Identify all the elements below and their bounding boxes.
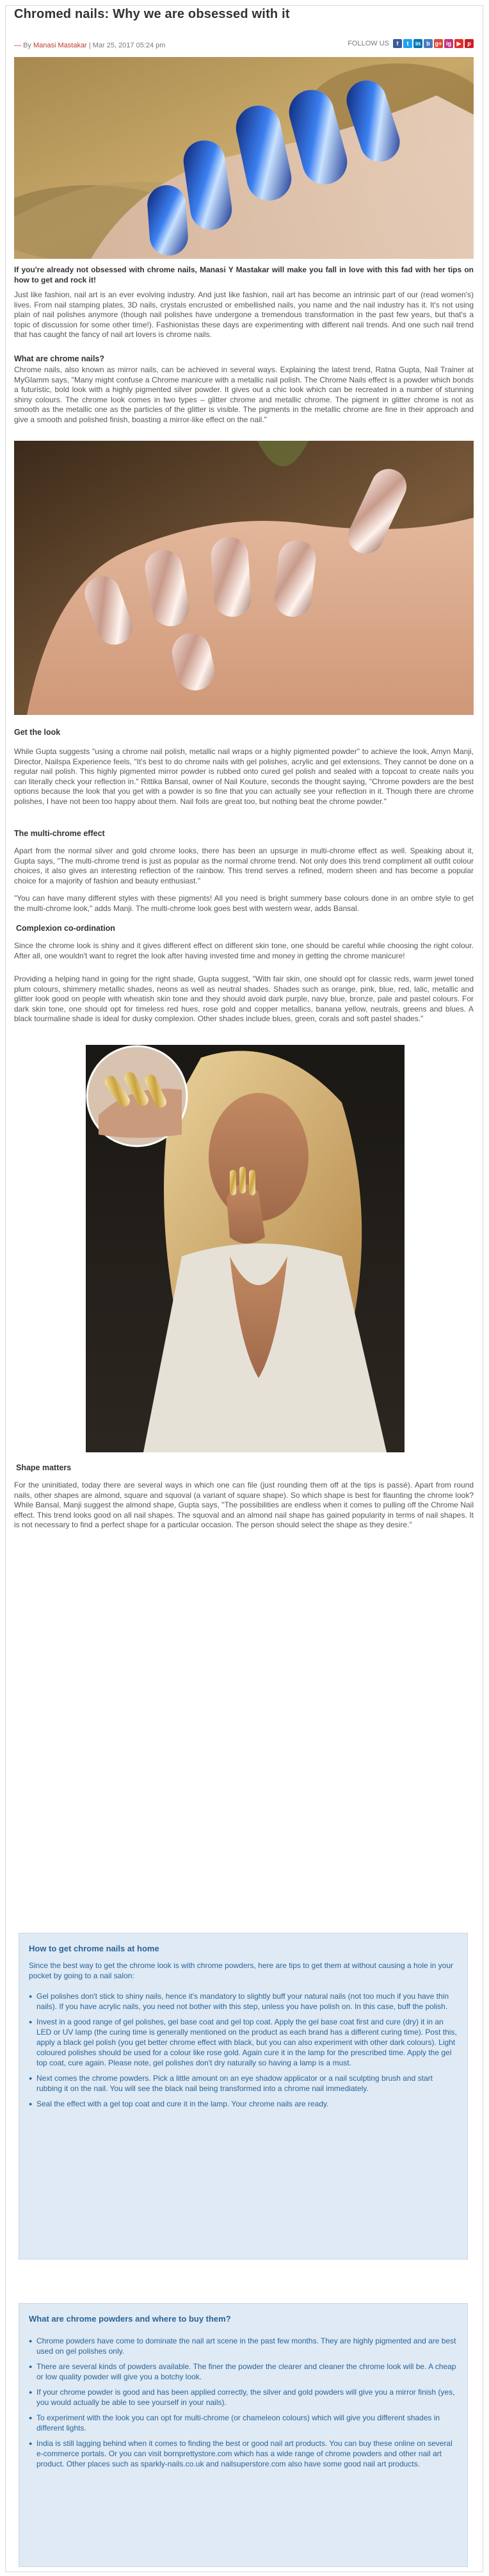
list-item: ● To experiment with the look you can opt for multi-chrome (or chameleon colours) which will give you different shades in different lights. xyxy=(29,2413,459,2433)
lead-paragraph: If you're already not obsessed with chrome nails, Manasi Y Mastakar will make you fall in love with this fad with her tips on how to get and rock it! xyxy=(14,265,474,284)
list-item: ● Seal the effect with a gel top coat and cure it in the lamp. Your chrome nails are ready. xyxy=(29,2099,459,2109)
follow-us xyxy=(348,39,474,48)
howto-intro: Since the best way to get the chrome look is with chrome powders, here are tips to get them at without causing a hole in your pocket by going to a nail salon: xyxy=(29,1961,454,1980)
linkedin-icon[interactable]: in xyxy=(413,39,422,48)
buy-heading: What are chrome powders and where to buy them? xyxy=(29,2314,231,2324)
twitter-icon[interactable]: t xyxy=(403,39,412,48)
article-title: Chromed nails: Why we are obsessed with it xyxy=(14,7,290,21)
social-icons xyxy=(393,39,474,48)
get-paragraph: While Gupta suggests "using a chrome nail polish, metallic nail wraps or a highly pigmented powder" to achieve the look, Amyn Manji, Director, Nailspa Experience feels, "It's best to do chrome nails with gel polishes, acrylic and gel extensions. They cannot be done on a regular nail polish. This highly pigmented mirror powder is rubbed onto cured gel polish and sealed with a topcoat to create nails you can literally check your reflection in." Rittika Bansal, owner of Nail Kouture, seconds the thought saying, "Chrome powders are the best options because the look that you get with a powder is so fine that you can actually see your reflection in it. Though there are chrome polishes, I have not been too happy about them. Nail foils are great too, but nothing beat the chrome powder." xyxy=(14,747,474,806)
heading-multi-chrome-effect: The multi-chrome effect xyxy=(14,829,105,838)
complexion-paragraph-1: Since the chrome look is shiny and it gives different effect on different skin tone, one should be careful while choosing the right colour. After all, one wouldn't want to regret the look after having invested time and money in getting the chrome manicure! xyxy=(14,941,474,960)
heading-shape-matters: Shape matters xyxy=(16,1463,72,1472)
buy-list xyxy=(29,2336,459,2474)
googleplus-icon[interactable]: g+ xyxy=(435,40,442,47)
follow-label: FOLLOW US xyxy=(348,40,389,47)
heading-get-the-look: Get the look xyxy=(14,728,61,737)
howto-list xyxy=(29,1991,459,2114)
instagram-icon[interactable]: ig xyxy=(444,39,453,48)
heading-what-are-chrome-nails: What are chrome nails? xyxy=(14,354,105,363)
what-paragraph: Chrome nails, also known as mirror nails, can be achieved in several ways. Explaining the latest trend, Ratna Gupta, Nail Trainer at MyGlamm says, "Many might confuse a Chrome manicure with a metallic nail polish. The Chrome Nails effect is a powder which bonds a futuristic, bold look with a highly pigmented silver powder. It gives out a chic look which can be recreated in a number of stunning shiny colours. The chrome look comes in two types – glitter chrome and metallic chrome. The pigment in glitter chrome is not as smooth as the metallic one as the particles of the glitter is visible. The pigments in the metallic chrome are fine in their approach and give a smooth and polished finish, boasting a mirror-like effect on the nail." xyxy=(14,365,474,424)
pinterest-icon[interactable]: p xyxy=(465,39,474,48)
arrow-icon: — xyxy=(14,42,24,49)
shape-paragraph: For the uninitiated, today there are several ways in which one can file (just rounding them off at the tips is passé). Apart from round nails, other shapes are almond, square and squoval (a variant of square shape). So which shape is best for flaunting the chrome look? While Bansal, Manji suggest the almond shape, Gupta says, "The possibilities are endless when it comes to pulling off the Chrome Nail effect. This trend looks good on all nail shapes. The squoval and an almond nail shape has gained popularity in terms of nail shapes. It is not necessary to find a perfect shape for a particular occasion. The person should select the shape as they desire." xyxy=(14,1481,474,1529)
byline-separator: | xyxy=(88,42,91,49)
article-container xyxy=(5,5,483,2572)
intro-paragraph: Just like fashion, nail art is an ever evolving industry. And just like fashion, nail art has become an intrinsic part of our (read women's) lives. From nail stamping plates, 3D nails, crystals encrusted or embellished nails, you name and the nail industry has it. It's not using plain of nail polishes anymore (though nail polishes have undergone a tremendous transformation in the past few years, but that's a topic of discussion for some other time!). Fashionistas these days are experimenting with different nail trends. And one such nail trend that has caught the fancy of nail art lovers is chrome nails. xyxy=(14,290,474,339)
blogger-icon[interactable]: b xyxy=(424,39,433,48)
list-item: ● Invest in a good range of gel polishes, gel base coat and gel top coat. Apply the gel base coat first and cure (dry) it in an LED or UV lamp (the curing time is generally mentioned on the product as each brand has a different curing time). Post this, apply a black gel polish (you get better chrome effect with black, but you can also experiment with other dark colours). Light coloured polishes should be used for a colour like rose gold. Again cure it in the lamp for the prescribed time. Apply the gel top coat, cure again. Please note, gel polishes don't dry naturally so having a lamp is a must. xyxy=(29,2017,459,2068)
multi-paragraph-2: "You can have many different styles with these pigments! All you need is bright summery base colours done in an ombre style to get the multi-chrome look," adds Manji. The multi-chrome look goes best with western wear, adds Bansal. xyxy=(14,894,474,913)
hero-image-blue-chrome-nails xyxy=(14,57,474,259)
image-rose-gold-chrome-nails xyxy=(14,441,474,715)
list-item: ● Gel polishes don't stick to shiny nails, hence it's mandatory to slightly buff your natural nails (not too much if you have thin nails). If you have acrylic nails, you need not bother with this step, unless you have polish on. In this case, buff the polish. xyxy=(29,1991,459,2012)
howto-box xyxy=(19,1933,468,2260)
youtube-icon[interactable]: ▶ xyxy=(454,39,463,48)
list-item: ● Next comes the chrome powders. Pick a little amount on an eye shadow applicator or a nail sculpting brush and start rubbing it on the nail. You will see the black nail being transformed into a chrome nail immediately. xyxy=(29,2073,459,2094)
publish-date: Mar 25, 2017 05:24 pm xyxy=(92,42,166,49)
list-item: ● India is still lagging behind when it comes to finding the best or good nail art products. You can buy these online on several e-commerce portals. Or you can visit bornprettystore.com which has a wide range of chrome powders and other nail art product. Other places such as sparkly-nails.co.uk and nailsuperstore.com also have some good nail art products. xyxy=(29,2438,459,2469)
multi-paragraph-1: Apart from the normal silver and gold chrome looks, there has been an upsurge in multi-chrome effect as well. Speaking about it, Gupta says, "The multi-chrome trend is just as popular as the normal chrome trend. Not only does this trend compliment all outfit colour choices, it also gives an interesting reflection of the rainbow. This trend serves a refined, modern sheen and has become a popular choice for a majority of fashion and beauty enthusiast." xyxy=(14,846,474,885)
list-item: ● If your chrome powder is good and has been applied correctly, the silver and gold powders will give you a mirror finish (yes, you would actually be able to see yourself in your nails). xyxy=(29,2387,459,2408)
heading-complexion-coordination: Complexion co-ordination xyxy=(16,924,115,933)
author-link[interactable]: Manasi Mastakar xyxy=(33,42,87,49)
list-item: ● Chrome powders have come to dominate the nail art scene in the past few months. They are highly pigmented and are best used on gel polishes only. xyxy=(29,2336,459,2356)
buy-box xyxy=(19,2303,468,2567)
howto-heading: How to get chrome nails at home xyxy=(29,1944,159,1953)
list-item: ● There are several kinds of powders available. The finer the powder the clearer and cleaner the chrome look will be. A cheap or low quality powder will give you a botchy look. xyxy=(29,2361,459,2382)
image-celebrity-chrome-nails xyxy=(86,1045,405,1452)
complexion-paragraph-2: Providing a helping hand in going for the right shade, Gupta suggest, "With fair skin, one should opt for classic reds, warm jewel toned plum colours, shimmery metallic shades, neons as well as neutral shades. Shades such as orange, pink, blue, red, lalic, metallic and glitter look good on people with wheatish skin tone and they should avoid dark purple, navy blue, bronze, pale and pastel colours. For dark skin tone, one should opt for timeless red hues, rose gold and copper metallics, banana yellow, neutrals, greens and blues. A black tourmaline shade is ideal for dusky complexion. Other shades include blues, green, corals and soft pastel shades." xyxy=(14,974,474,1023)
byline xyxy=(14,42,165,49)
byline-prefix: By xyxy=(23,42,31,49)
facebook-icon[interactable]: f xyxy=(393,39,402,48)
